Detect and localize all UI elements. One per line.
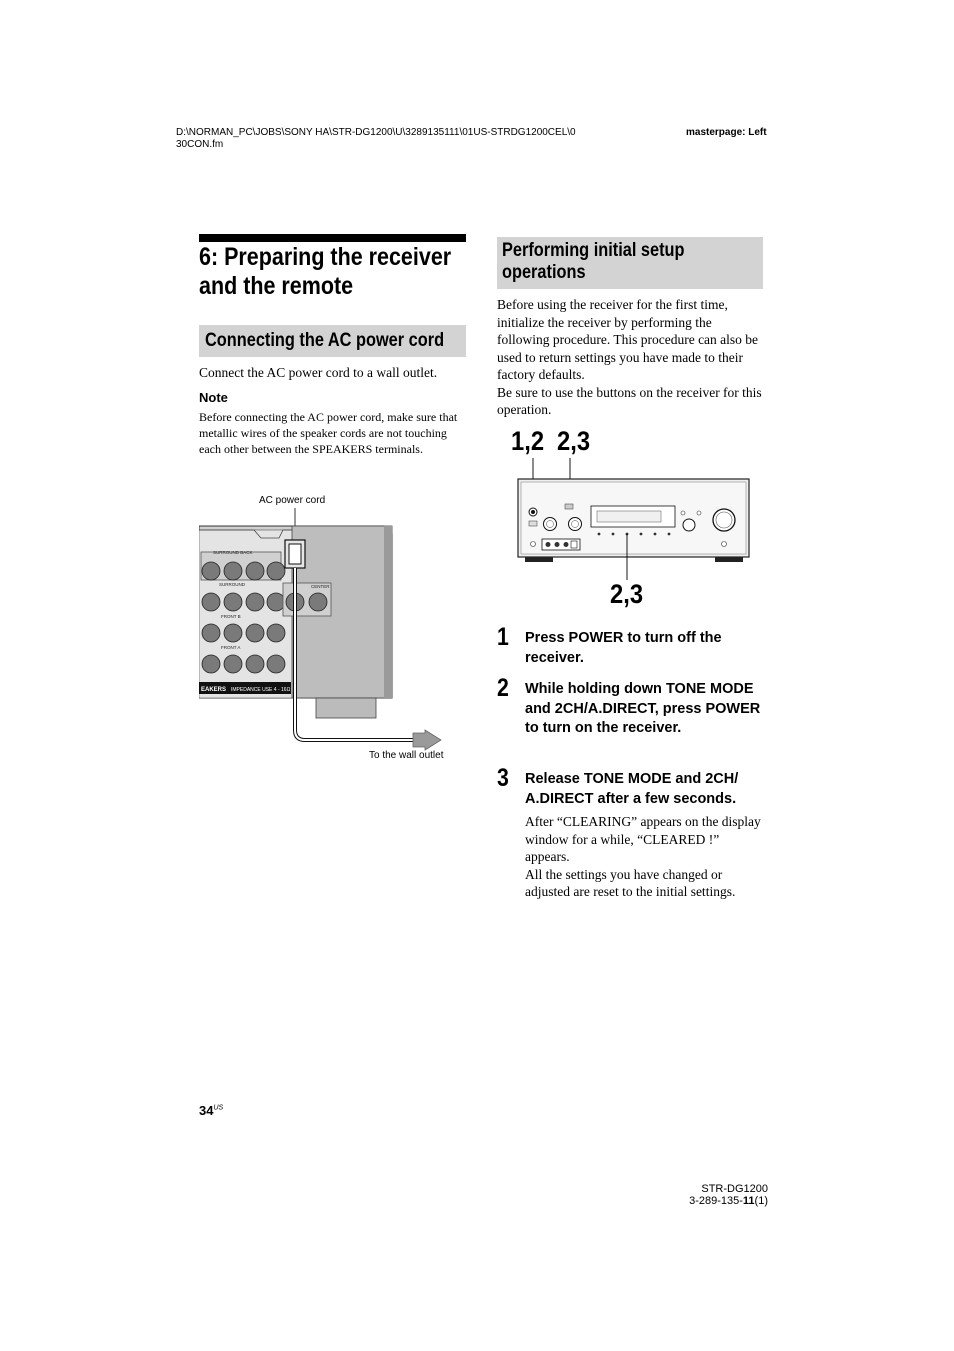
- part-code: 3-289-135-11(1): [689, 1195, 768, 1207]
- callout-step-1-2: 1,2: [511, 426, 545, 456]
- page-number: [199, 1103, 223, 1118]
- intro-paragraph-2: Be sure to use the buttons on the receiver for this operation.: [497, 384, 762, 417]
- note-text: Before connecting the AC power cord, make sure that metallic wires of the speaker cords are not touching each other between the SPEAKERS terminals.: [199, 410, 458, 456]
- wall-outlet-label: To the wall outlet: [369, 750, 444, 761]
- step-text: While holding down TONE MODE and 2CH/A.DIRECT, press POWER to turn on the receiver.: [525, 681, 761, 736]
- section-title: Performing initial setup operations: [502, 240, 685, 283]
- receiver-front-panel-figure: [517, 455, 753, 585]
- step-text: Release TONE MODE and 2CH/ A.DIRECT after a few seconds.: [525, 771, 739, 807]
- step-detail-text: All the settings you have changed or adjusted are reset to the initial settings.: [525, 866, 736, 899]
- step-number: 3: [497, 764, 509, 792]
- intro-text: [497, 296, 767, 419]
- body-text: Connect the AC power cord to a wall outlet.: [199, 365, 438, 380]
- page-title: 6: Preparing the receiver and the remote: [199, 243, 452, 300]
- callout-step-2-3: 2,3: [557, 426, 591, 456]
- masterpage-label: masterpage: Left: [686, 127, 767, 138]
- section-title: Connecting the AC power cord: [205, 330, 445, 351]
- step-detail-text: After “CLEARING” appears on the display window for a while, “CLEARED !” appears.: [525, 814, 761, 864]
- file-path-header: D:\NORMAN_PC\JOBS\SONY HA\STR-DG1200\U\3289135111\01US-STRDG1200CEL\030CON.fm: [176, 127, 576, 150]
- step-text: Press POWER to turn off the receiver.: [525, 630, 722, 666]
- svg-text:SURROUND: SURROUND: [219, 582, 246, 587]
- ac-cord-figure: [199, 490, 469, 765]
- page-number-value: 34: [199, 1103, 214, 1118]
- note-heading: Note: [199, 390, 228, 405]
- step-number: 1: [497, 623, 509, 651]
- model-info: [650, 1183, 768, 1207]
- section-heading-ac-power: [199, 325, 466, 357]
- step-number: 2: [497, 674, 509, 702]
- ac-cord-label: AC power cord: [259, 495, 326, 506]
- section-heading-initial-setup: [497, 237, 763, 289]
- intro-paragraph: Before using the receiver for the first time, initialize the receiver by performing the following procedure. This procedure can also be used to return settings you have made to their factory defaults.: [497, 297, 759, 382]
- model-number: STR-DG1200: [701, 1183, 768, 1195]
- svg-text:EAKERS: EAKERS: [201, 687, 227, 693]
- svg-text:FRONT A: FRONT A: [221, 645, 241, 650]
- step-detail: [525, 813, 765, 901]
- callout-step-2-3: 2,3: [610, 579, 644, 609]
- page-number-suffix: US: [213, 1104, 224, 1112]
- svg-text:FRONT B: FRONT B: [221, 614, 241, 619]
- svg-text:SURROUND BACK: SURROUND BACK: [213, 550, 253, 555]
- svg-text:CENTER: CENTER: [311, 584, 330, 589]
- arrow-right-icon: [413, 730, 441, 750]
- svg-text:IMPEDANCE USE 4 - 16Ω: IMPEDANCE USE 4 - 16Ω: [231, 687, 291, 693]
- title-rule: [199, 234, 466, 242]
